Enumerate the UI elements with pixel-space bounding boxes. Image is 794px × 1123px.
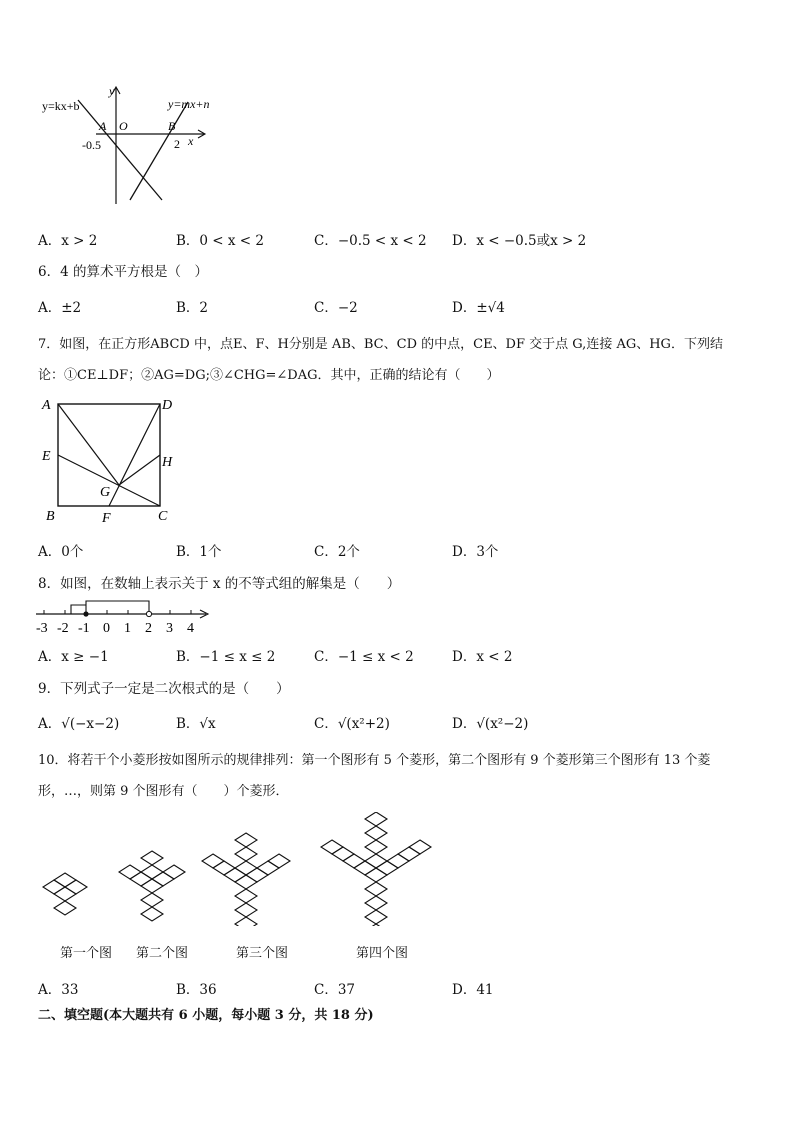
fig4-arm-up-rhombus <box>365 854 387 868</box>
q6-option-b: B．2 <box>176 300 209 316</box>
q10-caption-1: 第一个图 <box>60 946 113 961</box>
q5-option-b: B．0 < x < 2 <box>176 233 265 249</box>
vertex-d-label: D <box>162 398 173 413</box>
tick-label-neg2: -2 <box>57 621 69 636</box>
fig3-arm-upleft-rhombus <box>224 868 246 882</box>
fig4-arm-down-rhombus <box>365 896 387 910</box>
q8-option-c: C．−1 ≤ x < 2 <box>314 649 414 665</box>
vertex-c-label: C <box>158 509 168 524</box>
vertex-a-label: A <box>42 398 51 413</box>
q10-stem-line1: 10．将若干个小菱形按如图所示的规律排列：第一个图形有 5 个菱形，第二个图形有 9 个菱形第三个图形有 13 个菱 <box>38 753 711 768</box>
q9-option-b: B．√x <box>176 716 216 732</box>
q10-option-b: B．36 <box>176 982 217 998</box>
point-a-label: A <box>99 119 107 133</box>
fig1-center-rhombus <box>54 887 76 901</box>
fig4-arm-down-rhombus <box>365 910 387 924</box>
fig3-arm-down-rhombus <box>235 917 257 926</box>
point-g-label: G <box>100 485 111 500</box>
q7-option-a: A．0个 <box>38 544 84 560</box>
line1-label: y=kx+b <box>42 99 80 113</box>
q10-rhombus-figures <box>36 812 448 926</box>
point-b-label: B <box>168 119 176 133</box>
fig3-arm-upleft-rhombus <box>213 861 235 875</box>
q8-option-b: B．−1 ≤ x ≤ 2 <box>176 649 276 665</box>
q7-option-b: B．1个 <box>176 544 222 560</box>
fig2-arm-up-rhombus <box>141 865 163 879</box>
section-2-heading: 二、填空题(本大题共有 6 小题，每小题 3 分，共 18 分) <box>38 1008 374 1023</box>
fig4-arm-upleft-rhombus <box>354 861 376 875</box>
q6-option-a: A．±2 <box>38 300 82 316</box>
q7-square-figure <box>38 394 188 526</box>
tick-label-1: 1 <box>124 621 131 636</box>
fig1-arm-upright-rhombus <box>65 880 87 894</box>
fig3-arm-upright-rhombus <box>246 868 268 882</box>
tick-label-3: 3 <box>166 621 173 636</box>
q6-option-d: D．±√4 <box>452 300 505 316</box>
fig2-center-rhombus <box>141 879 163 893</box>
q9-option-a: A．√(−x−2) <box>38 716 120 732</box>
q5-option-d: D．x < −0.5或x > 2 <box>452 233 587 249</box>
fig2-arm-upright-rhombus <box>152 872 174 886</box>
q9-option-c: C．√(x²+2) <box>314 716 390 732</box>
fig2-arm-upleft-rhombus <box>119 865 141 879</box>
tick-label-neg3: -3 <box>36 621 48 636</box>
q8-option-a: A．x ≥ −1 <box>38 649 109 665</box>
fig4-arm-upright-rhombus <box>387 854 409 868</box>
fig3-arm-upright-rhombus <box>268 854 290 868</box>
q6-stem: 6．4 的算术平方根是（ ） <box>38 264 208 280</box>
tick-pos-label: 2 <box>174 137 180 151</box>
q5-option-c: C．−0.5 < x < 2 <box>314 233 427 249</box>
fig3-arm-upleft-rhombus <box>202 854 224 868</box>
fig4-arm-up-rhombus <box>365 812 387 826</box>
fig2-arm-up-rhombus <box>141 851 163 865</box>
fig1-arm-upleft-rhombus <box>43 880 65 894</box>
y-axis-label: y <box>109 84 115 98</box>
q7-option-c: C．2个 <box>314 544 360 560</box>
point-h-label: H <box>162 455 173 470</box>
q10-caption-2: 第二个图 <box>136 946 189 961</box>
fig4-center-rhombus <box>365 868 387 882</box>
q10-caption-3: 第三个图 <box>236 946 289 961</box>
q9-option-d: D．√(x²−2) <box>452 716 529 732</box>
fig2-arm-upright-rhombus <box>163 865 185 879</box>
q8-number-line <box>34 598 214 636</box>
q8-stem: 8．如图，在数轴上表示关于 x 的不等式组的解集是（ ） <box>38 576 401 592</box>
q7-stem-line2: 论：①CE⊥DF；②AG=DG;③∠CHG=∠DAG．其中，正确的结论有（ ） <box>38 368 500 383</box>
fig3-arm-up-rhombus <box>235 861 257 875</box>
q10-caption-4: 第四个图 <box>356 946 409 961</box>
point-f-label: F <box>102 511 111 526</box>
fig4-arm-upright-rhombus <box>376 861 398 875</box>
fig4-arm-down-rhombus <box>365 924 387 926</box>
fig2-arm-upleft-rhombus <box>130 872 152 886</box>
fig4-arm-upleft-rhombus <box>321 840 343 854</box>
q10-option-a: A．33 <box>38 982 79 998</box>
tick-label-neg1: -1 <box>78 621 90 636</box>
q7-stem-line1: 7．如图，在正方形ABCD 中，点E、F、H分别是 AB、BC、CD 的中点，CE、DF 交于点 G,连接 AG、HG．下列结 <box>38 337 723 352</box>
fig1-arm-down-rhombus <box>54 901 76 915</box>
fig4-arm-up-rhombus <box>365 840 387 854</box>
fig3-arm-upright-rhombus <box>257 861 279 875</box>
fig4-arm-upleft-rhombus <box>343 854 365 868</box>
q9-stem: 9．下列式子一定是二次根式的是（ ） <box>38 681 290 697</box>
q10-stem-line2: 形，…，则第 9 个图形有（ ）个菱形． <box>38 784 289 799</box>
tick-label-2: 2 <box>145 621 152 636</box>
tick-label-4: 4 <box>187 621 194 636</box>
q8-option-d: D．x < 2 <box>452 649 513 665</box>
point-e-label: E <box>42 449 51 464</box>
fig4-arm-upright-rhombus <box>398 847 420 861</box>
origin-label: O <box>119 119 128 133</box>
fig3-arm-down-rhombus <box>235 903 257 917</box>
fig4-arm-down-rhombus <box>365 882 387 896</box>
fig2-arm-down-rhombus <box>141 907 163 921</box>
line2-label: y=mx+n <box>168 97 210 111</box>
vertex-b-label: B <box>46 509 55 524</box>
fig4-arm-up-rhombus <box>365 826 387 840</box>
fig1-arm-up-rhombus <box>54 873 76 887</box>
fig4-arm-upright-rhombus <box>409 840 431 854</box>
fig2-arm-down-rhombus <box>141 893 163 907</box>
q5-graph <box>38 82 228 208</box>
q10-option-d: D．41 <box>452 982 494 998</box>
fig3-center-rhombus <box>235 875 257 889</box>
q7-option-d: D．3个 <box>452 544 499 560</box>
q5-option-a: A．x > 2 <box>38 233 98 249</box>
fig3-arm-up-rhombus <box>235 847 257 861</box>
q10-option-c: C．37 <box>314 982 356 998</box>
fig3-arm-up-rhombus <box>235 833 257 847</box>
tick-neg-label: -0.5 <box>82 138 101 152</box>
q6-option-c: C．−2 <box>314 300 358 316</box>
tick-label-0: 0 <box>103 621 110 636</box>
fig4-arm-upleft-rhombus <box>332 847 354 861</box>
fig3-arm-down-rhombus <box>235 889 257 903</box>
x-axis-label: x <box>188 134 194 148</box>
